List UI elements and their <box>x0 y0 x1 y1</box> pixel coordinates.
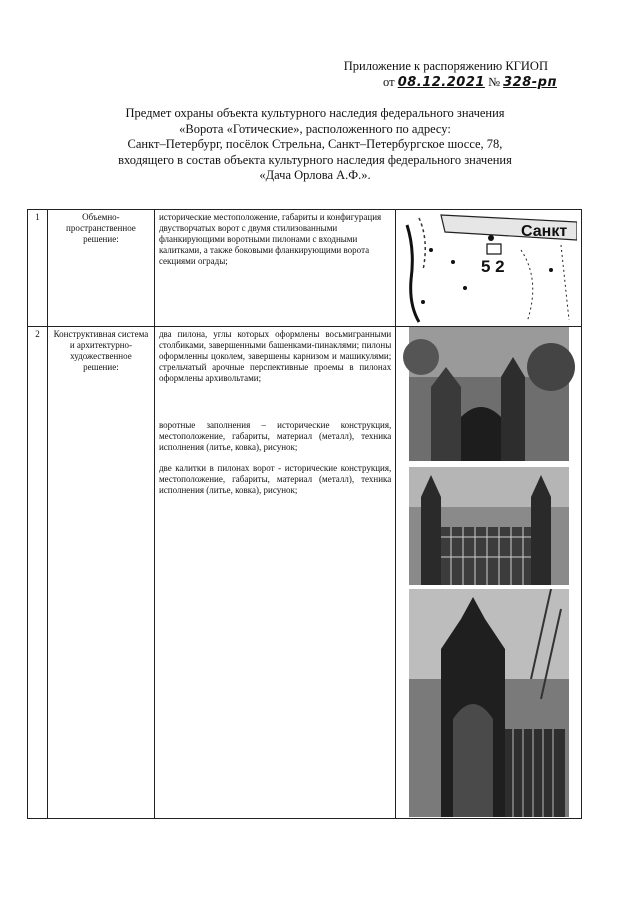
gate-photo-1 <box>401 327 577 461</box>
row-description: исторические местоположение, габариты и конфигурация двустворчатых ворот с двумя стилизованными фланкирующими воротными пилонами с входными калитками, а также боковыми фланкирующими ворота секциями ограды; <box>154 210 395 327</box>
map-street-label: Санкт <box>520 223 567 240</box>
protection-subject-table <box>27 209 582 819</box>
row-number: 1 <box>28 210 48 327</box>
heading-line-4: входящего в состав объекта культурного наследия федерального значения <box>118 152 512 167</box>
photos-cell <box>396 327 582 819</box>
appendix-line: Приложение к распоряжению КГИОП <box>343 59 548 73</box>
row-number: 2 <box>28 327 48 819</box>
row-category: Конструктивная система и архитектурно-художественное решение: <box>47 327 154 819</box>
appendix-note <box>300 58 557 91</box>
date-prefix: от <box>383 75 395 89</box>
gate-fillings-description: воротные заполнения – исторические конструкция, местоположение, габариты, материал (металл), техника исполнения (литье, ковка), рисунок; <box>158 420 392 452</box>
table-row <box>28 327 582 819</box>
heading-line-5: «Дача Орлова А.Ф.». <box>259 168 371 182</box>
site-map-image <box>401 210 577 326</box>
handwritten-date: 08.12.2021 <box>397 75 485 90</box>
heading-line-3: Санкт–Петербург, посёлок Стрельна, Санкт–Петербургское шоссе, 78, <box>127 137 503 151</box>
table-row <box>28 210 582 327</box>
wickets-description: две калитки в пилонах ворот - исторические конструкция, местоположение, габариты, материал (металл), техника исполнения (литье, ковка), рисунок; <box>158 463 392 495</box>
document-heading <box>70 106 560 184</box>
heading-line-1: Предмет охраны объекта культурного наследия федерального значения <box>125 106 505 120</box>
row-description-cell <box>154 327 395 819</box>
handwritten-number: 328-рп <box>503 75 557 90</box>
heading-line-2: «Ворота «Готические», расположенного по адресу: <box>179 121 451 136</box>
gate-photo-2 <box>401 467 577 585</box>
map-image-cell <box>396 210 582 327</box>
pylons-description: два пилона, углы которых оформлены восьмигранными столбиками, завершенными башенками-пинаклями; пилоны оформленны цоколем, завершены карнизом и машикулями; стрельчатый арочные перспективные проемы в пилонах оформлены архивольтами; <box>158 329 392 383</box>
number-prefix: № <box>488 75 500 89</box>
order-date-number <box>383 74 557 91</box>
map-building-number: 5 2 <box>480 257 505 276</box>
row-category: Объемно-пространственное решение: <box>47 210 154 327</box>
gate-photo-3 <box>401 589 577 817</box>
